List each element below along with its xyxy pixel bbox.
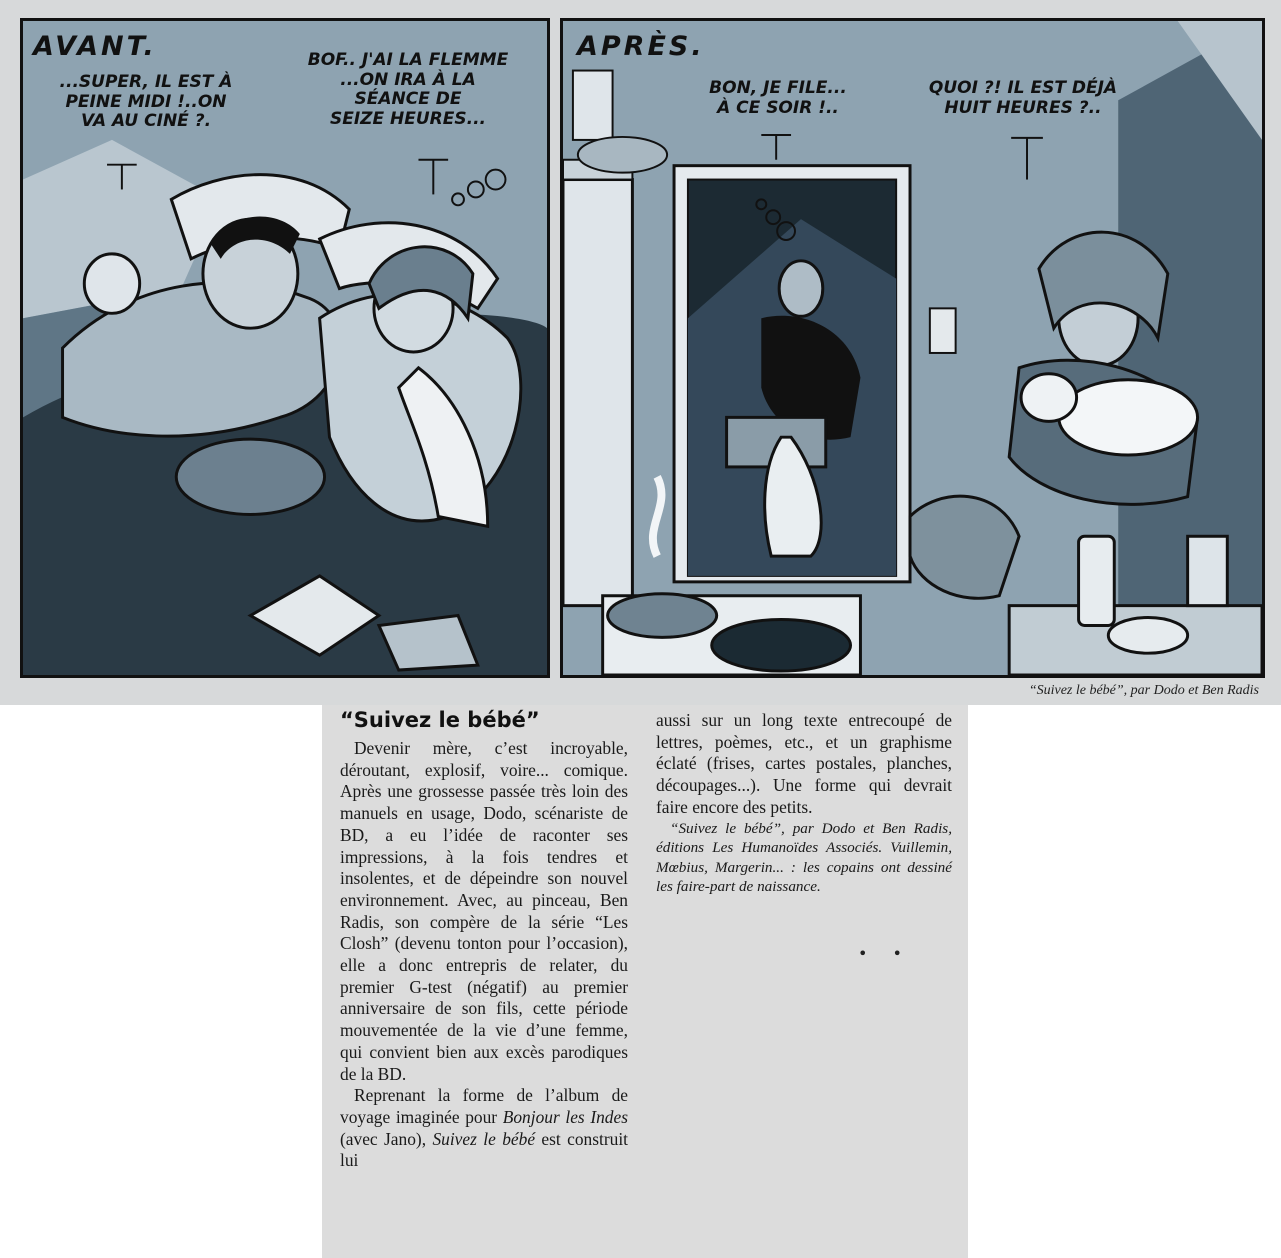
article-column-right — [656, 710, 952, 897]
speech-bubble-mother: QUOI ?! IL EST DÉJÀ HUIT HEURES ?.. — [928, 78, 1118, 118]
book-title-bonjour-les-indes: Bonjour les Indes — [502, 1106, 628, 1127]
article-paragraph-2 — [340, 1085, 628, 1172]
kitchen-scene-illustration — [563, 21, 1262, 675]
book-title-suivez-le-bebe: Suivez le bébé — [432, 1128, 536, 1149]
article-paragraph-1: Devenir mère, c’est incroyable, déroutant, explosif, voire... comique. Après une grossesse passée très loin des manuels en usage, Dodo, scénariste de BD, a eu l’idée de raconter ses impressions, à la fois tendres et insolentes, et de dépeindre son nouvel environnement. Avec, au pinceau, Ben Radis, son compère de la série “Les Closh” (devenu tonton pour l’occasion), elle a donc entrepris de relater, du premier G-test (négatif) au premier anniversaire de son fils, cette période mouvementée de la vie d’une femme, qui convient bien aux excès parodiques de la BD. — [340, 738, 628, 1084]
comic-panel-avant — [20, 18, 550, 678]
speech-bubble-father: BON, JE FILE... À CE SOIR !.. — [709, 78, 847, 118]
speech-bubble-man: ...SUPER, IL EST À PEINE MIDI !..ON VA AU CINÉ ?. — [59, 72, 233, 132]
comic-panel-apres — [560, 18, 1265, 678]
panel-title-apres: APRÈS. — [577, 31, 705, 62]
article-end-mark: • • — [858, 944, 912, 963]
paragraph-2-text: Reprenant la forme de l’album de voyage imaginée pour — [340, 1085, 628, 1127]
paragraph-2-text-end: est construit lui — [340, 1128, 629, 1171]
panel-title-avant: AVANT. — [33, 31, 157, 62]
article-column-left — [340, 738, 628, 1172]
comic-credit: “Suivez le bébé”, par Dodo et Ben Radis — [1028, 683, 1259, 698]
speech-bubble-woman: BOF.. J'AI LA FLEMME ...ON IRA À LA SÉANCE DE SEIZE HEURES... — [307, 50, 509, 129]
article-headline: “Suivez le bébé” — [340, 708, 540, 732]
article-paragraph-2-continued: aussi sur un long texte entrecoupé de lettres, poèmes, etc., et un graphisme éclaté (frises, cartes postales, planches, découpages...). Une forme qui devrait faire encore des petits. — [656, 710, 952, 817]
paragraph-2-text-mid: (avec Jano), — [340, 1128, 433, 1149]
article-book-caption: “Suivez le bébé”, par Dodo et Ben Radis, éditions Les Humanoïdes Associés. Vuillemin, Mœbius, Margerin... : les copains ont dessiné les faire-part de naissance. — [656, 819, 952, 896]
